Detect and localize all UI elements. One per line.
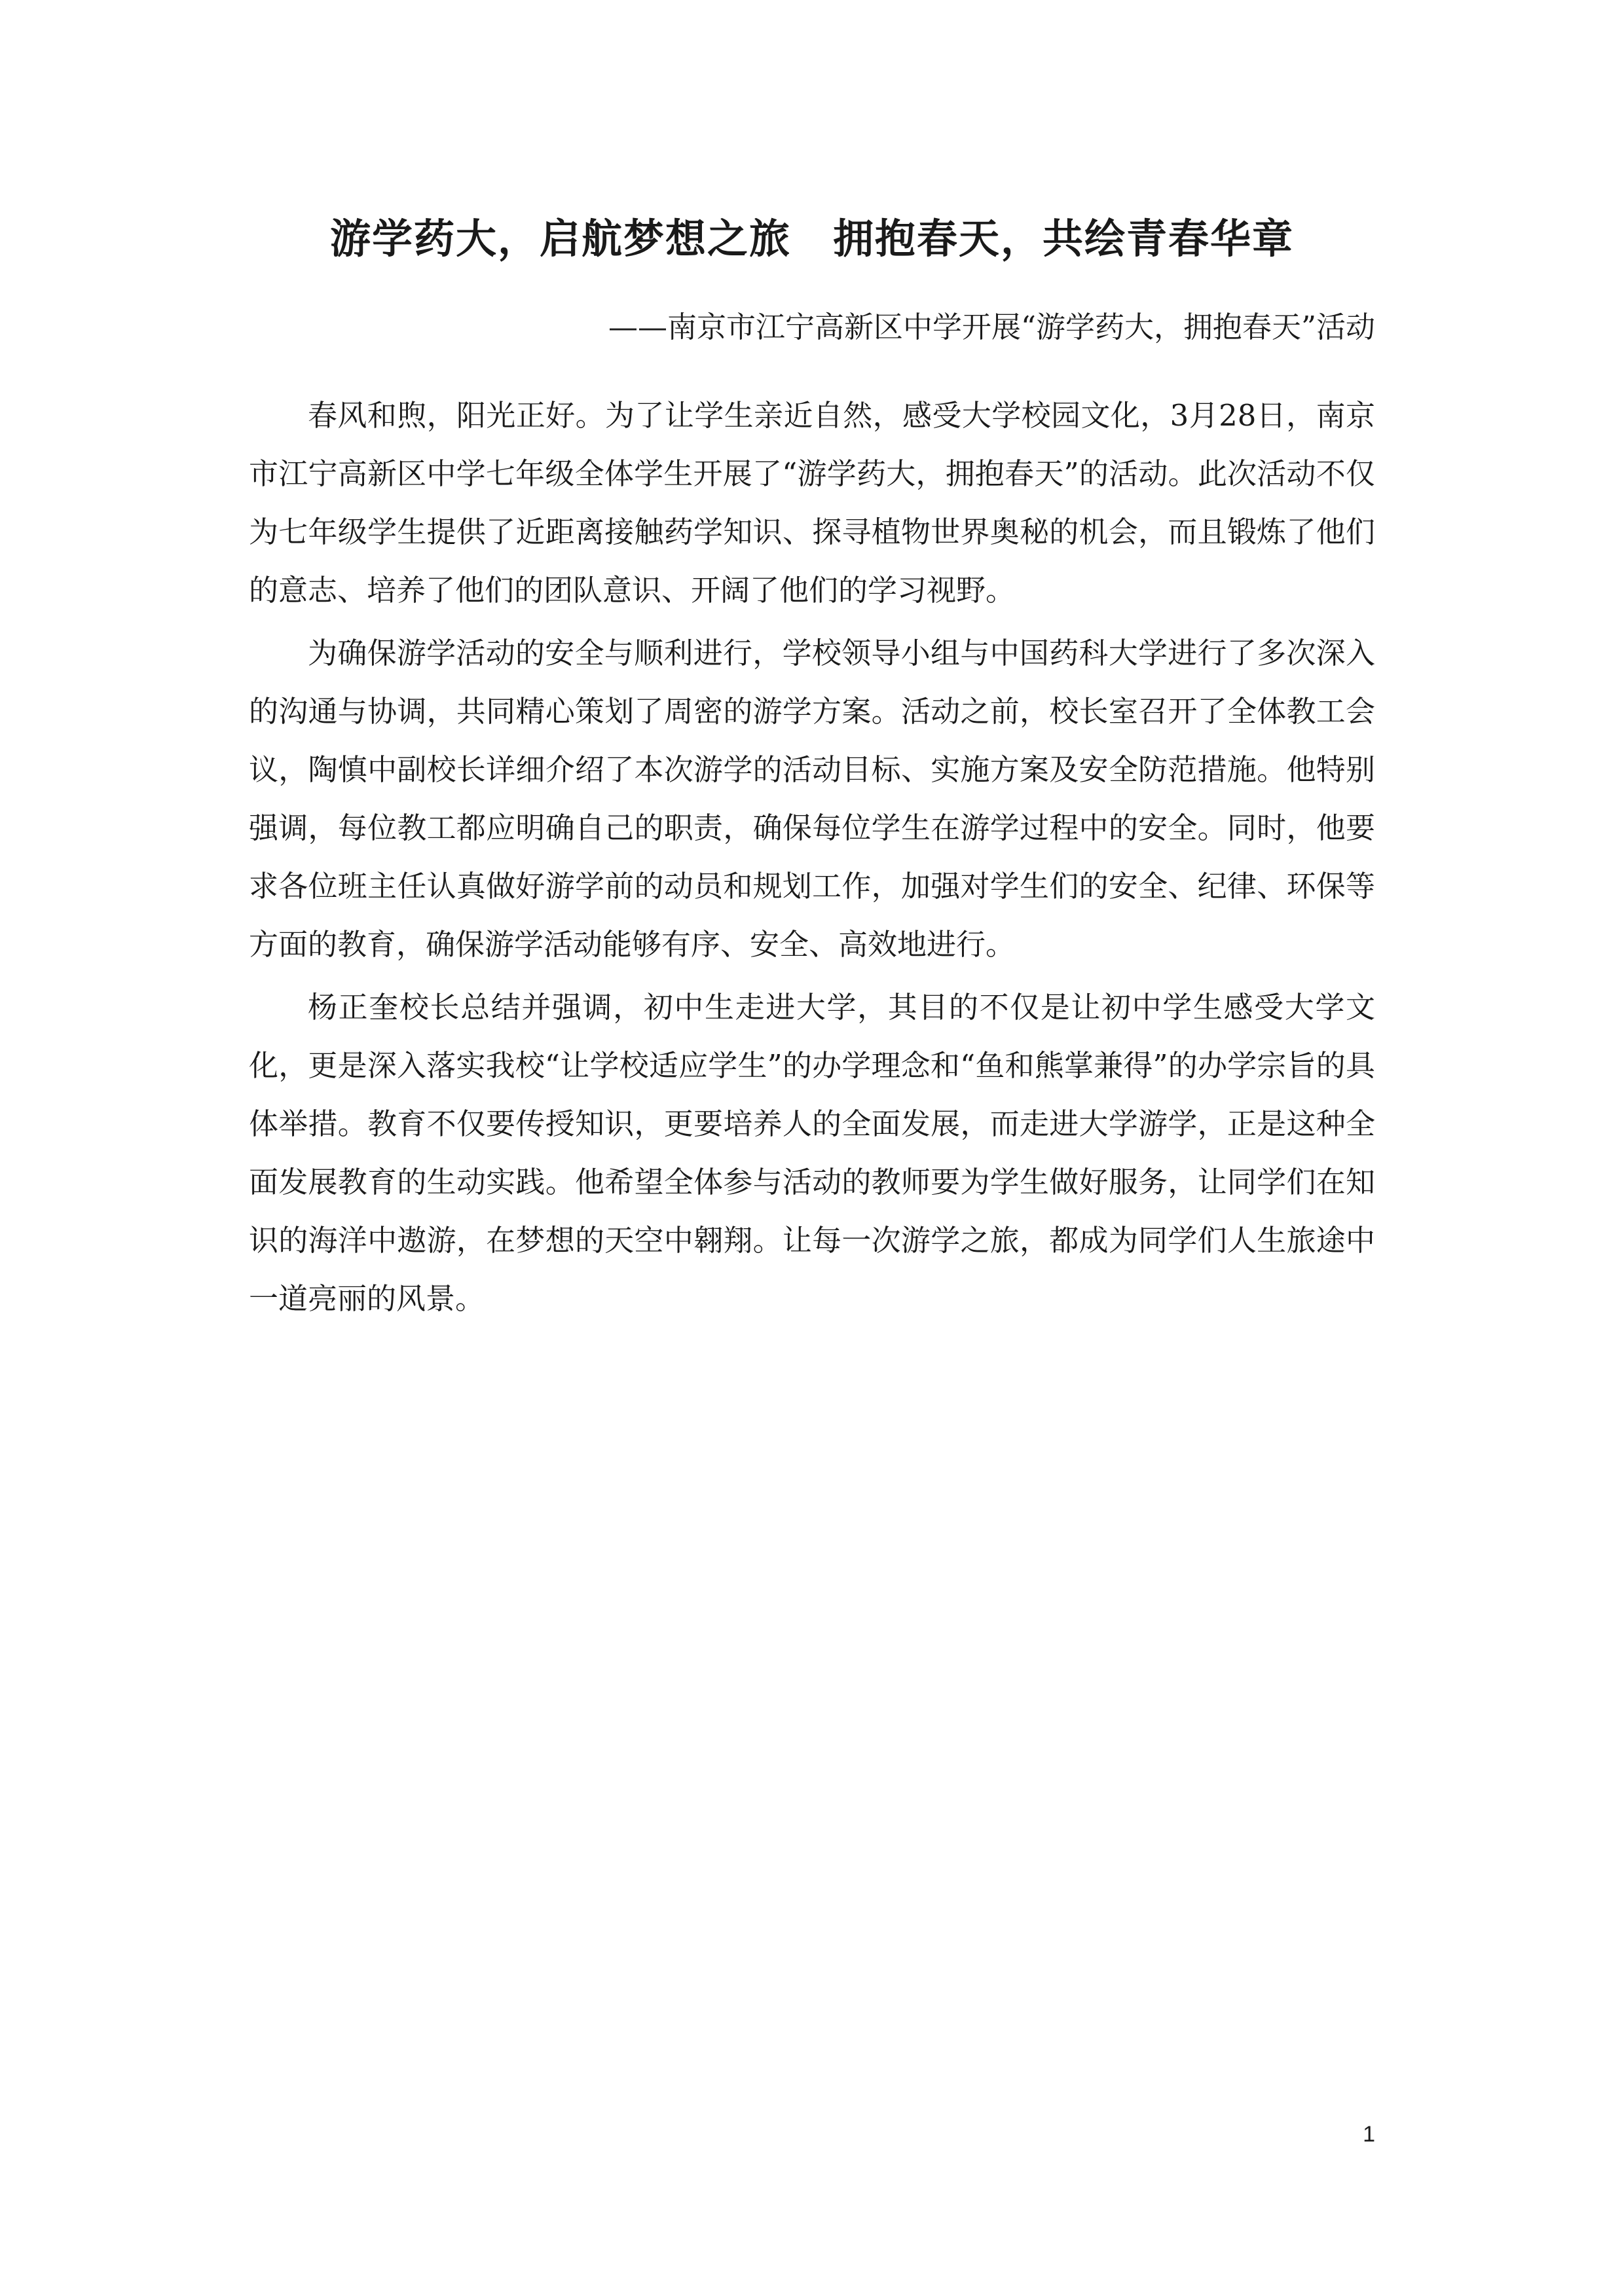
- document-title: 游学药大，启航梦想之旅 拥抱春天，共绘青春华章: [329, 215, 1294, 263]
- paragraph: 春风和煦，阳光正好。为了让学生亲近自然，感受大学校园文化，3月28日，南京市江宁高新区中学七年级全体学生开展了“游学药大，拥抱春天”的活动。此次活动不仅为七年级学生提供了近距离接触药学知识、探寻植物世界奥秘的机会，而且锻炼了他们的意志、培养了他们的团队意识、开阔了他们的学习视野。: [249, 398, 1375, 608]
- paragraph: 为确保游学活动的安全与顺利进行，学校领导小组与中国药科大学进行了多次深入的沟通与协调，共同精心策划了周密的游学方案。活动之前，校长室召开了全体教工会议，陶慎中副校长详细介绍了本次游学的活动目标、实施方案及安全防范措施。他特别强调，每位教工都应明确自己的职责，确保每位学生在游学过程中的安全。同时，他要求各位班主任认真做好游学前的动员和规划工作，加强对学生们的安全、纪律、环保等方面的教育，确保游学活动能够有序、安全、高效地进行。: [249, 636, 1375, 962]
- page-number: 1: [1363, 2122, 1375, 2147]
- document-body: [249, 386, 1375, 1332]
- document-subtitle: ——南京市江宁高新区中学开展“游学药大，拥抱春天”活动: [608, 310, 1375, 344]
- paragraph: 杨正奎校长总结并强调，初中生走进大学，其目的不仅是让初中学生感受大学文化，更是深入落实我校“让学校适应学生”的办学理念和“鱼和熊掌兼得”的办学宗旨的具体举措。教育不仅要传授知识，更要培养人的全面发展，而走进大学游学，正是这种全面发展教育的生动实践。他希望全体参与活动的教师要为学生做好服务，让同学们在知识的海洋中遨游，在梦想的天空中翱翔。让每一次游学之旅，都成为同学们人生旅途中一道亮丽的风景。: [249, 990, 1375, 1316]
